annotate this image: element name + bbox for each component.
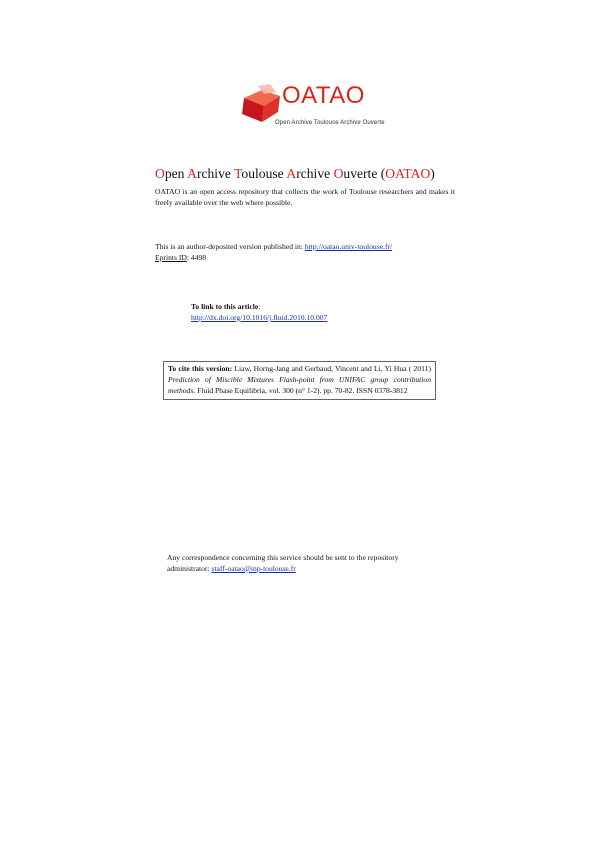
title-acronym: OATAO (385, 166, 431, 181)
eprints-id: 4498 (190, 252, 207, 262)
title-word: Archive (187, 166, 235, 181)
citation-source: Fluid Phase Equilibria, vol. 300 (n° 1-2). pp. 70-82. ISSN 0378-3812 (197, 385, 408, 395)
admin-email-link[interactable]: staff-oatao@inp-toulouse.fr (211, 563, 296, 573)
oatao-url-link[interactable]: http://oatao.univ-toulouse.fr/ (304, 242, 393, 251)
correspondence-note (167, 553, 427, 575)
citation-authors: Liaw, Horng-Jang and Gerbaud, Vincent and Li, Yi Hua ( 2011) (234, 364, 431, 373)
logo-tagline: Open Archive Toulouse Archive Ouverte (275, 120, 385, 126)
logo-cube-icon (240, 84, 284, 124)
oatao-logo (232, 74, 392, 140)
title-word: Archive (286, 166, 334, 181)
page-title: Open Archive Toulouse Archive Ouverte (OATAO) (155, 166, 435, 181)
title-word: Open (155, 166, 188, 181)
eprints-label: Eprints ID (155, 252, 187, 262)
link-label: To link to this article (191, 302, 259, 311)
doi-link[interactable]: http://dx.doi.org/10.1016/j.fluid.2010.10.007 (191, 312, 328, 322)
intro-paragraph: OATAO is an open access repository that collects the work of Toulouse researchers and makes it freely available over the web where possible. (155, 187, 455, 207)
citation-title: Prediction of Miscible Mixtures Flash-point from UNIFAC group contribution methods. (168, 374, 431, 395)
link-to-article: To link to this article: http://dx.doi.org/10.1016/j.fluid.2010.10.007 (191, 302, 328, 322)
title-word: Toulouse (234, 166, 287, 181)
citation-label: To cite this version (168, 364, 230, 373)
logo-wordmark: OATAO (282, 82, 365, 109)
citation-box: To cite this version: Liaw, Horng-Jang and Gerbaud, Vincent and Li, Yi Hua ( 2011) Prediction of Miscible Mixtures Flash-point from UNIFAC group contribution methods. Fluid Phase Equilibria, vol. 300 (n° 1-2). pp. 70-82. ISSN 0378-3812 (163, 361, 436, 400)
deposit-text: This is an author-deposited version published in: (155, 242, 303, 251)
correspondence-text: Any correspondence concerning this service should be sent to the repository administrator: (167, 553, 399, 573)
title-word: Ouverte (333, 166, 381, 181)
deposit-info: This is an author-deposited version published in: http://oatao.univ-toulouse.fr/ Eprints ID: 4498 (155, 242, 393, 262)
